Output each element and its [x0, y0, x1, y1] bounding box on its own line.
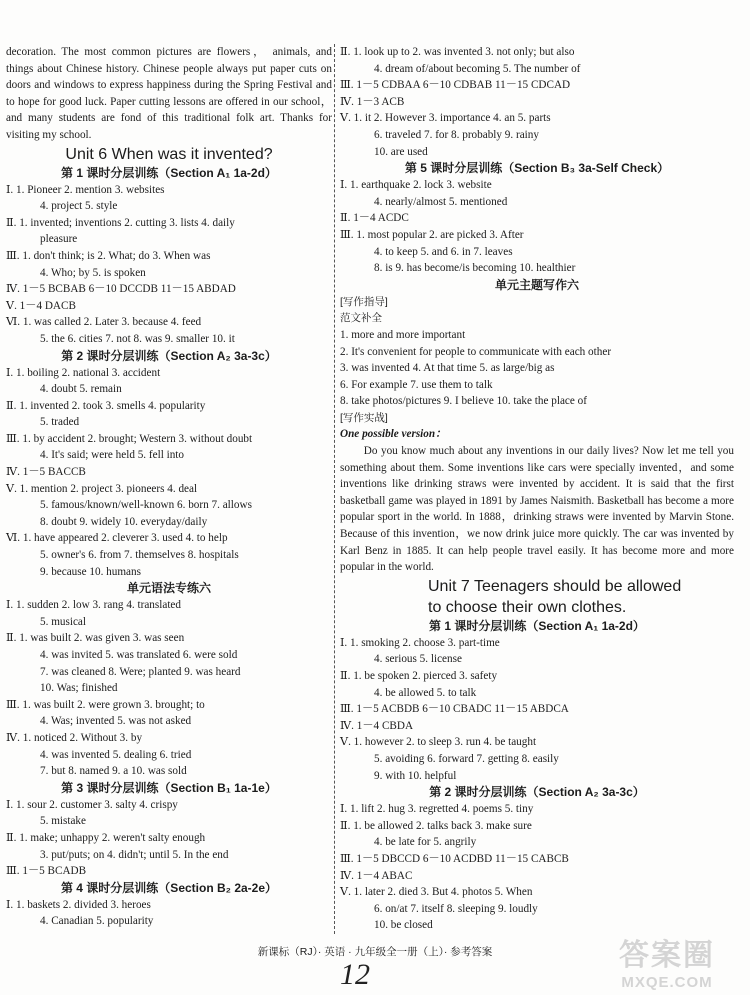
answer-line-cont: 8. is 9. has become/is becoming 10. healthier	[374, 262, 576, 275]
answer-line: Ⅴ. 1. later 2. died 3. But 4. photos 5. When	[340, 886, 533, 899]
section-heading: 单元主题写作六	[494, 277, 579, 292]
answer-line-cont: 4. dream of/about becoming 5. The number of	[374, 62, 581, 75]
answer-line: Ⅳ. 1－5 BACCB	[6, 466, 86, 479]
answer-line: Ⅲ. 1. by accident 2. brought; Western 3. without doubt	[6, 432, 253, 445]
answer-line-cont: 4. project 5. style	[40, 200, 118, 213]
answer-line: Ⅰ. 1. baskets 2. divided 3. heroes	[6, 898, 151, 911]
answer-line-cont: 4. was invented 5. dealing 6. tried	[40, 748, 192, 761]
answer-line: Ⅴ. 1. mention 2. project 3. pioneers 4. deal	[6, 482, 198, 495]
answer-line: Ⅰ. 1. smoking 2. choose 3. part-time	[340, 636, 500, 649]
answer-line-cont: 4. Was; invented 5. was not asked	[40, 715, 192, 728]
right-column	[340, 44, 734, 934]
answer-line-cont: 4. doubt 5. remain	[40, 383, 122, 396]
answer-line-cont: 4. to keep 5. and 6. in 7. leaves	[374, 245, 513, 258]
answer-line: Ⅱ. 1. invented 2. took 3. smells 4. popularity	[6, 399, 206, 412]
answer-line-cont: 4. Who; by 5. is spoken	[40, 266, 146, 279]
paragraph: Do you know much about any inventions in our daily lives? Now let me tell you something about them. Some inventions like cars were specially invented，and some inventions like drinking straws were invented by accident. It is said that the first basketball game was played in 1891 by James Naismith. Basketball has become a more popular sport in the world. In 1888，drinking straws were invented by Marvin Stone. Because of this invention，we now drink juice more quickly. The car was invented by Karl Benz in 1885. It can help people travel easily. It has become more and more popular in the world.	[340, 445, 734, 574]
writing-tag: 范文补全	[340, 312, 382, 325]
answer-line-cont: 8. doubt 9. widely 10. everyday/daily	[40, 515, 208, 528]
answer-line: Ⅵ. 1. was called 2. Later 3. because 4. feed	[6, 316, 202, 329]
answer-line-cont: 4. serious 5. license	[374, 653, 462, 666]
answer-line: 2. It's convenient for people to communicate with each other	[340, 345, 612, 358]
answer-line: Ⅰ. 1. sudden 2. low 3. rang 4. translated	[6, 599, 181, 612]
section-heading: 第 1 课时分层训练（Section A₁ 1a-2d）	[61, 165, 277, 180]
answer-line: Ⅰ. 1. Pioneer 2. mention 3. websites	[6, 183, 165, 196]
answer-line: Ⅴ. 1. however 2. to sleep 3. run 4. be taught	[340, 736, 537, 749]
answer-line: Ⅲ. 1－5 BCADB	[6, 865, 87, 878]
answer-line: 6. For example 7. use them to talk	[340, 378, 493, 391]
writing-tag: [写作指导]	[340, 295, 388, 308]
answer-line-cont: 7. but 8. named 9. a 10. was sold	[40, 765, 187, 778]
unit-title: to choose their own clothes.	[428, 598, 627, 616]
answer-line-cont: 3. put/puts; on 4. didn't; until 5. In the end	[40, 848, 229, 861]
section-heading: 第 2 课时分层训练（Section A₂ 3a-3c）	[61, 348, 277, 363]
answer-line: Ⅱ. 1. be allowed 2. talks back 3. make sure	[340, 819, 532, 832]
answer-line-cont: 5. avoiding 6. forward 7. getting 8. easily	[374, 752, 559, 765]
answer-line: Ⅱ. 1. be spoken 2. pierced 3. safety	[340, 670, 498, 682]
unit-title: Unit 6 When was it invented?	[65, 145, 273, 163]
answer-line: Ⅰ. 1. sour 2. customer 3. salty 4. crispy	[6, 798, 178, 811]
writing-tag: [写作实战]	[340, 411, 388, 424]
answer-line-cont: 4. Canadian 5. popularity	[40, 915, 154, 928]
answer-line: Ⅰ. 1. lift 2. hug 3. regretted 4. poems 5. tiny	[340, 803, 534, 816]
answer-line: Ⅰ. 1. earthquake 2. lock 3. website	[340, 179, 492, 192]
answer-line-cont: 9. with 10. helpful	[374, 769, 457, 782]
answer-line-cont: 4. was invited 5. was translated 6. were sold	[40, 649, 238, 661]
answer-line: Ⅳ. 1. noticed 2. Without 3. by	[6, 731, 143, 744]
answer-line-cont: 10. be closed	[374, 919, 433, 932]
answer-line-cont: 9. because 10. humans	[40, 565, 141, 578]
answer-line-cont: 5. the 6. cities 7. not 8. was 9. smaller 10. it	[40, 332, 235, 345]
watermark	[592, 930, 742, 991]
column-divider	[334, 44, 335, 934]
answer-line: Ⅱ. 1. was built 2. was given 3. was seen	[6, 632, 185, 645]
section-heading: 第 5 课时分层训练（Section B₃ 3a-Self Check）	[404, 161, 670, 176]
answer-line: Ⅴ. 1. it 2. However 3. importance 4. an 5. parts	[340, 112, 551, 125]
answer-line: 8. take photos/pictures 9. I believe 10. take the place of	[340, 395, 587, 408]
watermark-url: MXQE.COM	[621, 974, 713, 991]
answer-line: Ⅰ. 1. boiling 2. national 3. accident	[6, 366, 161, 379]
answer-line: 1. more and more important	[340, 328, 466, 341]
section-heading: 单元语法专练六	[126, 581, 211, 596]
watermark-logo: 答案圈	[619, 939, 715, 972]
answer-line: Ⅴ. 1－4 DACB	[6, 299, 76, 312]
paragraph: decoration. The most common pictures are flowers， animals, and things about Chinese history. Chinese people always put paper cuts on doors and windows to express happiness during the Spring Festival and to hope for good luck. Paper cutting lessons are offered in our school，and many students are fond of this traditional folk art. Thanks for visiting my school.	[6, 46, 332, 141]
answer-line: Ⅲ. 1－5 CDBAA 6－10 CDBAB 11－15 CDCAD	[340, 79, 571, 92]
answer-line: Ⅵ. 1. have appeared 2. cleverer 3. used 4. to help	[6, 532, 228, 545]
answer-line-cont: pleasure	[40, 233, 78, 246]
answer-line: Ⅳ. 1－4 CBDA	[340, 719, 414, 732]
answer-line-cont: 4. It's said; were held 5. fell into	[40, 449, 185, 462]
section-heading: 第 3 课时分层训练（Section B₁ 1a-1e）	[61, 780, 277, 795]
answer-line-cont: 5. traded	[40, 416, 80, 429]
page-footer: 新课标（RJ）· 英语 · 九年级全一册（上）· 参考答案	[257, 946, 493, 958]
unit-title: Unit 7 Teenagers should be allowed	[428, 577, 682, 595]
section-heading: 第 4 课时分层训练（Section B₂ 2a-2e）	[60, 880, 278, 895]
answer-line-cont: 5. famous/known/well-known 6. born 7. allows	[40, 499, 252, 512]
answer-line: Ⅲ. 1. was built 2. were grown 3. brought; to	[6, 698, 205, 711]
answer-line-cont: 4. nearly/almost 5. mentioned	[374, 195, 508, 208]
answer-line-cont: 5. musical	[40, 615, 86, 628]
answer-line: Ⅲ. 1. most popular 2. are picked 3. After	[340, 228, 524, 241]
answer-line-cont: 6. on/at 7. itself 8. sleeping 9. loudly	[374, 902, 538, 915]
handwritten-page-number: 12	[340, 958, 370, 991]
answer-line: Ⅲ. 1－5 ACBDB 6－10 CBADC 11－15 ABDCA	[340, 703, 569, 716]
answer-line: Ⅱ. 1. make; unhappy 2. weren't salty enough	[6, 831, 206, 844]
answer-line: Ⅳ. 1－4 ABAC	[340, 869, 413, 882]
answer-line: Ⅱ. 1－4 ACDC	[340, 212, 409, 225]
answer-line: Ⅳ. 1－3 ACB	[340, 95, 405, 108]
answer-line: 3. was invented 4. At that time 5. as large/big as	[340, 362, 555, 375]
answer-line-cont: 7. was cleaned 8. Were; planted 9. was heard	[40, 665, 241, 678]
answer-line-cont: 10. are used	[374, 145, 428, 158]
section-heading: 第 1 课时分层训练（Section A₁ 1a-2d）	[429, 618, 645, 633]
answer-line-cont: 5. mistake	[40, 815, 86, 828]
answer-line-cont: 5. owner's 6. from 7. themselves 8. hospitals	[40, 549, 239, 562]
answer-line: Ⅱ. 1. invented; inventions 2. cutting 3. lists 4. daily	[6, 216, 235, 229]
answer-line: Ⅲ. 1－5 DBCCD 6－10 ACDBD 11－15 CABCB	[340, 852, 569, 865]
section-heading: 第 2 课时分层训练（Section A₂ 3a-3c）	[429, 785, 645, 800]
answer-line: Ⅱ. 1. look up to 2. was invented 3. not only; but also	[340, 46, 575, 58]
left-column	[6, 44, 332, 930]
answer-line-cont: 6. traveled 7. for 8. probably 9. rainy	[374, 128, 539, 141]
answer-line: Ⅳ. 1－5 BCBAB 6－10 DCCDB 11－15 ABDAD	[6, 283, 236, 296]
answer-line-cont: 4. be allowed 5. to talk	[374, 686, 477, 699]
answer-line-cont: 4. be late for 5. angrily	[374, 836, 477, 849]
answer-line: Ⅲ. 1. don't think; is 2. What; do 3. When was	[6, 249, 211, 262]
answer-line-cont: 10. Was; finished	[40, 682, 118, 695]
version-label: One possible version：	[340, 428, 447, 441]
